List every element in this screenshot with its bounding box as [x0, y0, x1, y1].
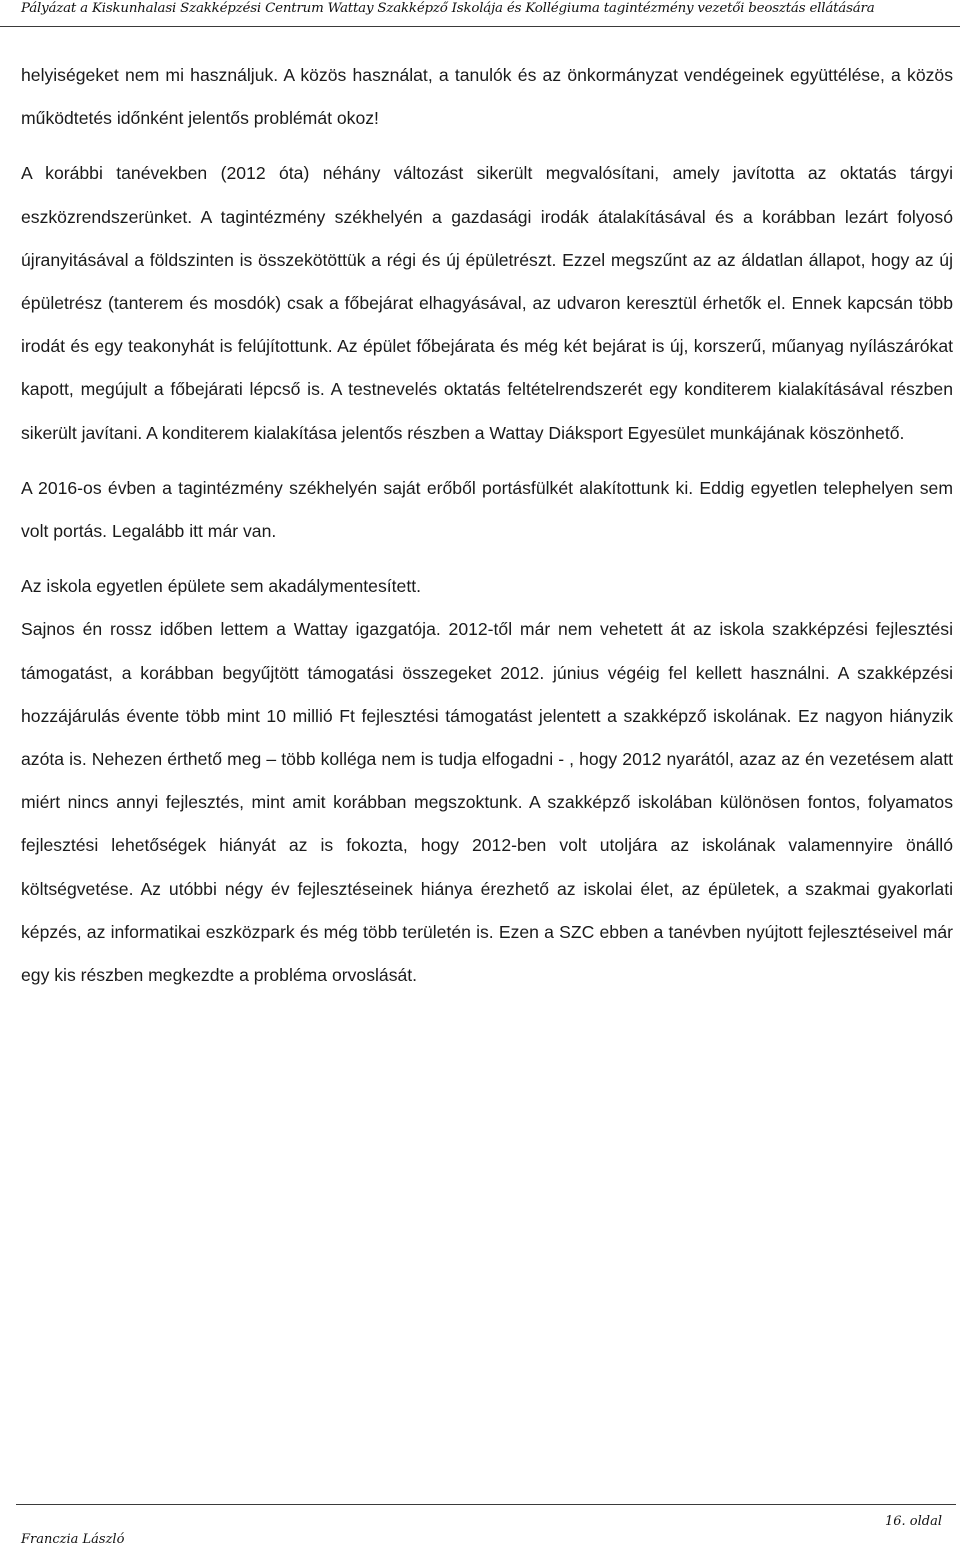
page-number: 16. oldal: [884, 1514, 942, 1529]
paragraph: Sajnos én rossz időben lettem a Wattay igazgatója. 2012-től már nem vehetett át az iskola szakképzési fejlesztési támogatást, a korábban begyűjtött támogatási összegeket 2012. június végéig fel kellett használni. A szakképzési hozzájárulás évente több mint 10 millió Ft fejlesztési támogatást jelentett a szakképző iskolának. Ez nagyon hiányzik azóta is. Nehezen érthető meg – több kolléga nem is tudja elfogadni - , hogy 2012 nyarától, azaz az én vezetésem alatt miért nincs annyi fejlesztés, mint amit korábban megszoktunk. A szakképző iskolában különösen fontos, folyamatos fejlesztési lehetőségek hiányát az is fokozta, hogy 2012-ben volt utoljára az iskolának valamennyire önálló költségvetése. Az utóbbi négy év fejlesztéseinek hiánya érezhető az iskolai élet, az épületek, a szakmai gyakorlati képzés, az informatikai eszközpark és még több területén is. Ezen a SZC ebben a tanévben nyújtott fejlesztéseivel már egy kis részben megkezdte a probléma orvoslását.: [21, 619, 953, 986]
footer-author: Franczia László: [21, 1532, 125, 1547]
paragraph: helyiségeket nem mi használjuk. A közös használat, a tanulók és az önkormányzat vendégeinek együttélése, a közös működtetés időnként jelentős problémát okoz!: [21, 65, 953, 129]
header-title: Pályázat a Kiskunhalasi Szakképzési Centrum Wattay Szakképző Iskolája és Kollégiuma tagintézmény vezetői beosztás ellátására: [21, 1, 875, 16]
paragraph: A 2016-os évben a tagintézmény székhelyén saját erőből portásfülkét alakítottunk ki. Eddig egyetlen telephelyen sem volt portás. Legalább itt már van.: [21, 477, 953, 542]
paragraph: A korábbi tanévekben (2012 óta) néhány változást sikerült megvalósítani, amely javította az oktatás tárgyi eszközrendszerünket. A tagintézmény székhelyén a gazdasági irodák átalakításával és a korábban lezárt folyosó újranyitásával a földszinten is összekötöttük a régi és új épületrészt. Ezzel megszűnt az az áldatlan állapot, hogy az új épületrész (tanterem és mosdók) csak a főbejárat elhagyásával, az udvaron keresztül érhetők el. Ennek kapcsán több irodát és egy teakonyhát is felújítottunk. Az épület főbejárata és még két bejárat is új, korszerű, műanyag nyílászárókat kapott, megújult a főbejárati lépcső is. A testnevelés oktatás feltételrendszerét egy konditerem kialakításával részben sikerült javítani. A konditerem kialakítása jelentős részben a Wattay Diáksport Egyesület munkájának köszönhető.: [21, 163, 953, 443]
paragraph: Az iskola egyetlen épülete sem akadálymentesített.: [21, 576, 421, 597]
page-header: [0, 0, 960, 27]
footer-divider: [16, 1504, 956, 1505]
document-body: [21, 54, 953, 997]
